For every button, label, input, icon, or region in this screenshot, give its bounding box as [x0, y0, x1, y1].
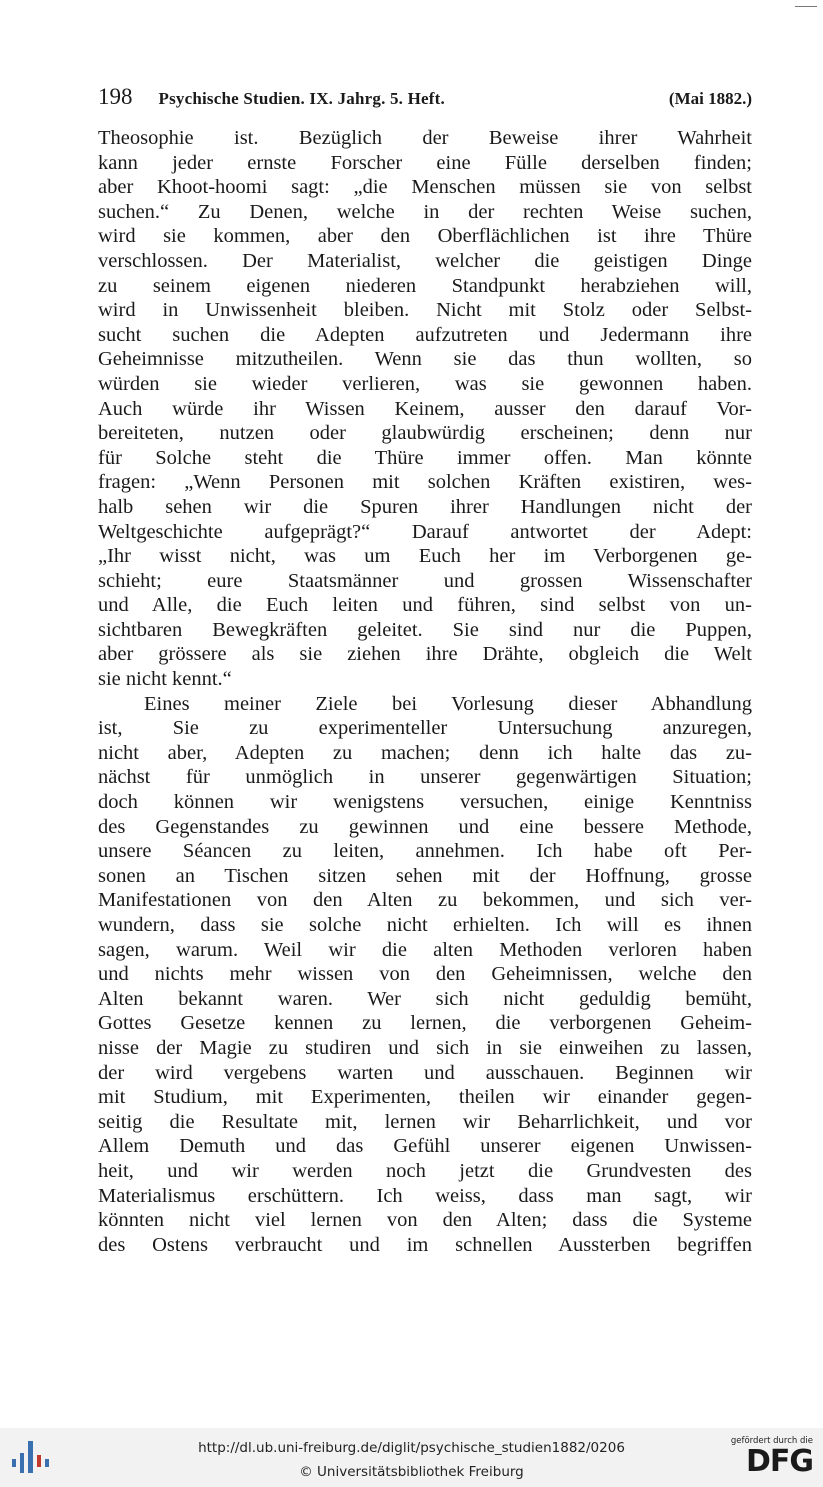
text-line: fragen: „Wenn Personen mit solchen Kräften existiren, wes-	[98, 471, 752, 494]
text-line: bereiteten, nutzen oder glaubwürdig erscheinen; denn nur	[98, 422, 752, 445]
text-line: aber Khoot-hoomi sagt: „die Menschen müssen sie von selbst	[98, 176, 752, 199]
text-line: suchen.“ Zu Denen, welche in der rechten Weise suchen,	[98, 200, 752, 223]
text-line: Geheimnisse mitzutheilen. Wenn sie das thun wollten, so	[98, 348, 752, 371]
journal-title: Psychische Studien. IX. Jahrg. 5. Heft.	[158, 89, 445, 108]
text-line: wird in Unwissenheit bleiben. Nicht mit Stolz oder Selbst-	[98, 299, 752, 322]
running-head	[98, 84, 752, 114]
text-line: mit Studium, mit Experimenten, theilen wir einander gegen-	[98, 1086, 752, 1109]
book-page	[98, 84, 752, 1257]
text-line: sie nicht kennt.“	[98, 668, 232, 691]
text-line: Alten bekannt waren. Wer sich nicht geduldig bemüht,	[98, 987, 752, 1010]
page-number: 198	[98, 84, 133, 109]
text-line: Materialismus erschüttern. Ich weiss, dass man sagt, wir	[98, 1184, 752, 1207]
text-line: würden sie wieder verlieren, was sie gewonnen haben.	[98, 372, 752, 395]
text-line: doch können wir wenigstens versuchen, einige Kenntniss	[98, 791, 752, 814]
text-line: Eines meiner Ziele bei Vorlesung dieser Abhandlung	[144, 692, 752, 715]
text-line: aber grössere als sie ziehen ihre Drähte, obgleich die Welt	[98, 643, 752, 666]
top-edge-rule	[795, 6, 817, 7]
text-line: unsere Séancen zu leiten, annehmen. Ich habe oft Per-	[98, 840, 752, 863]
text-line: der wird vergebens warten und ausschauen. Beginnen wir	[98, 1061, 752, 1084]
page-body	[98, 126, 752, 1257]
text-line: sucht suchen die Adepten aufzutreten und Jedermann ihre	[98, 323, 752, 346]
text-line: kann jeder ernste Forscher eine Fülle derselben finden;	[98, 151, 752, 174]
text-line: sonen an Tischen sitzen sehen mit der Hoffnung, grosse	[98, 864, 752, 887]
viewer-footer	[0, 1428, 823, 1487]
text-line: seitig die Resultate mit, lernen wir Beharrlichkeit, und vor	[98, 1110, 752, 1133]
text-line: schieht; eure Staatsmänner und grossen Wissenschafter	[98, 569, 752, 592]
text-line: verschlossen. Der Materialist, welcher die geistigen Dinge	[98, 249, 752, 272]
text-line: und Alle, die Euch leiten und führen, sind selbst von un-	[98, 594, 752, 617]
text-line: Weltgeschichte aufgeprägt?“ Darauf antwortet der Adept:	[98, 520, 752, 543]
issue-date: (Mai 1882.)	[668, 89, 752, 108]
dfg-caption: gefördert durch die	[730, 1436, 813, 1446]
text-line: wundern, dass sie solche nicht erhielten. Ich will es ihnen	[98, 914, 752, 936]
text-line: halb sehen wir die Spuren ihrer Handlungen nicht der	[98, 495, 752, 518]
text-line: heit, und wir werden noch jetzt die Grundvesten des	[98, 1159, 752, 1182]
copyright-notice: © Universitätsbibliothek Freiburg	[299, 1464, 524, 1480]
text-line: Gottes Gesetze kennen zu lernen, die verborgenen Geheim-	[98, 1012, 752, 1035]
text-line: wird sie kommen, aber den Oberflächlichen ist ihre Thüre	[98, 225, 752, 248]
text-line: nächst für unmöglich in unserer gegenwärtigen Situation;	[98, 766, 752, 789]
text-line: könnten nicht viel lernen von den Alten; dass die Systeme	[98, 1209, 752, 1232]
text-line: des Gegenstandes zu gewinnen und eine bessere Methode,	[98, 815, 752, 838]
source-url-link[interactable]: http://dl.ub.uni-freiburg.de/diglit/psychische_studien1882/0206	[198, 1440, 625, 1456]
dfg-logo-icon: DFG	[745, 1444, 813, 1479]
text-line: nisse der Magie zu studiren und sich in sie einweihen zu lassen,	[98, 1036, 752, 1059]
text-line: Auch würde ihr Wissen Keinem, ausser den darauf Vor-	[98, 397, 752, 420]
text-line: für Solche steht die Thüre immer offen. Man könnte	[98, 446, 752, 469]
text-line: des Ostens verbraucht und im schnellen Aussterben begriffen	[98, 1233, 752, 1256]
text-line: und nichts mehr wissen von den Geheimnissen, welche den	[98, 963, 752, 986]
text-line: Manifestationen von den Alten zu bekommen, und sich ver-	[98, 889, 752, 912]
dfg-sponsor	[725, 1436, 813, 1480]
text-line: sagen, warum. Weil wir die alten Methoden verloren haben	[98, 938, 752, 961]
text-line: zu seinem eigenen niederen Standpunkt herabziehen will,	[98, 274, 752, 297]
text-line: Theosophie ist. Bezüglich der Beweise ihrer Wahrheit	[98, 127, 752, 149]
text-line: Allem Demuth und das Gefühl unserer eigenen Unwissen-	[98, 1135, 752, 1158]
text-line: „Ihr wisst nicht, was um Euch her im Verborgenen ge-	[98, 545, 752, 568]
text-line: sichtbaren Bewegkräften geleitet. Sie sind nur die Puppen,	[98, 618, 752, 641]
text-line: ist, Sie zu experimenteller Untersuchung anzuregen,	[98, 717, 752, 740]
text-line: nicht aber, Adepten zu machen; denn ich halte das zu-	[98, 741, 752, 764]
